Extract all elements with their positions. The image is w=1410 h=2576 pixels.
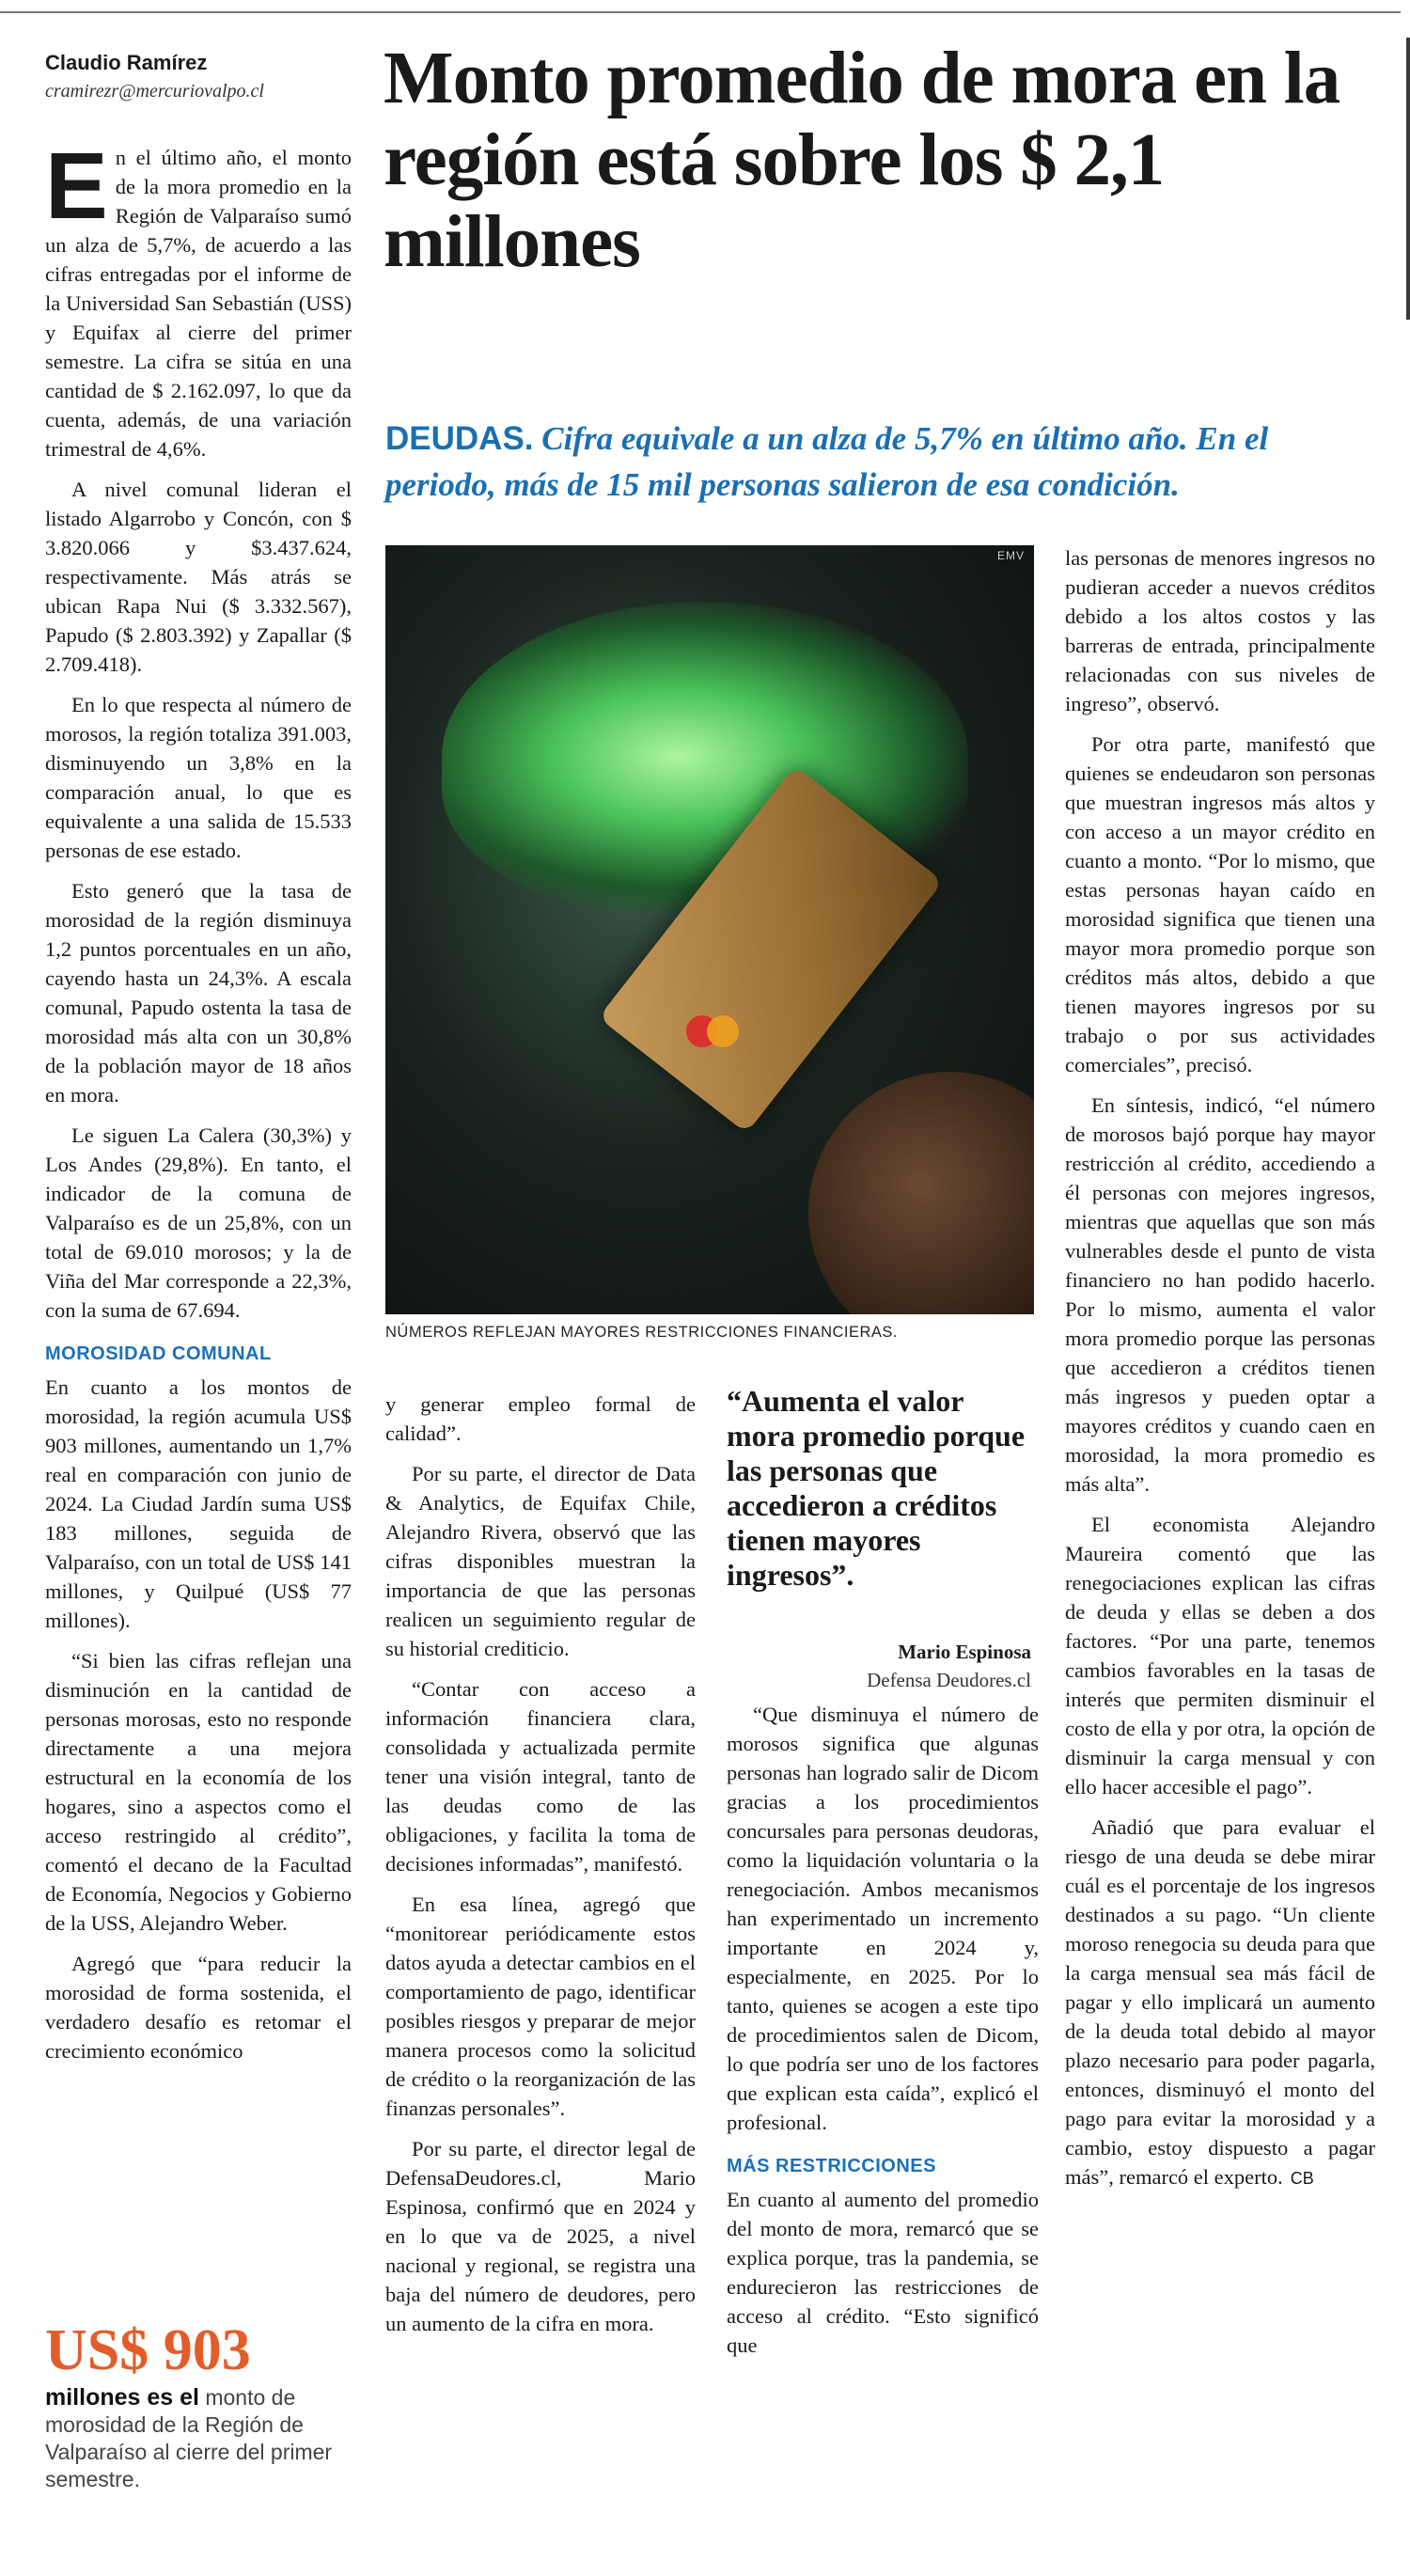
dropcap: E (45, 134, 108, 239)
column-1 (45, 134, 352, 2077)
photo-caption: NÚMEROS REFLEJAN MAYORES RESTRICCIONES FINANCIERAS. (385, 1324, 899, 1341)
paragraph: El economista Alejandro Maureira comentó que las renegociaciones explican las cifras de deuda y ellas se deben a dos factores. “Por una parte, tenemos cambios favorables en la tasas de interés que permiten disminuir el costo de ella y por otra, la opción de disminuir la carga mensual y con ello hacer accesible el pago”. (1065, 1513, 1375, 1798)
paragraph: Agregó que “para reducir la morosidad de forma sostenida, el verdadero desafío es retomar el crecimiento económico (45, 1952, 352, 2063)
author-name: Claudio Ramírez (45, 51, 208, 74)
paragraph: En cuanto al aumento del promedio del monto de mora, remarcó que se explica porque, tras la pandemia, se endurecieron las restricciones de acceso al crédito. “Esto significó que (727, 2188, 1039, 2357)
big-stat (45, 2320, 355, 2493)
hand-image (808, 1072, 1034, 1314)
paragraph: Por su parte, el director de Data & Analytics, de Equifax Chile, Alejandro Rivera, observó que las cifras disponibles muestran la importancia de que las personas realicen un seguimiento regular de su historial crediticio. (385, 1462, 696, 1660)
paragraph (1065, 1813, 1375, 2193)
byline (45, 51, 355, 102)
author-email[interactable]: cramirezr@mercuriovalpo.cl (45, 81, 264, 102)
page-edge-bar (1406, 38, 1410, 320)
paragraph: “Si bien las cifras reflejan una disminución en la cantidad de personas morosas, esto no responde directamente a una mejora estructural en la economía de los hogares, sino a aspectos como el acceso restringido al crédito”, comentó el decano de la Facultad de Economía, Negocios y Gobierno de la USS, Alejandro Weber. (45, 1649, 352, 1935)
paragraph: las personas de menores ingresos no pudieran acceder a nuevos créditos debido a los altos costos y las barreras de entrada, principalmente relacionadas con sus niveles de ingreso”, observó. (1065, 546, 1375, 715)
paragraph: “Contar con acceso a información financiera clara, consolidada y actualizada permite tener una visión integral, tanto de las deudas como de las obligaciones, y facilita la toma de decisiones informadas”, manifestó. (385, 1677, 696, 1876)
big-stat-desc: monto de morosidad de la Región de Valparaíso al cierre del primer semestre. (45, 2385, 333, 2491)
pull-quote-org: Defensa Deudores.cl (867, 1669, 1031, 1691)
paragraph: Por su parte, el director legal de DefensaDeudores.cl, Mario Espinosa, confirmó que en 2024 y en lo que va de 2025, a nivel nacional y regional, se registra una baja del número de deudores, pero un aumento de la cifra en mora. (385, 2137, 696, 2335)
paragraph: En lo que respecta al número de morosos, la región totaliza 391.003, disminuyendo un 3,8% en la comparación anual, lo que es equivalente a una salida de 15.533 personas de ese estado. (45, 693, 352, 862)
big-stat-bold: millones es el (45, 2384, 199, 2411)
paragraph (45, 134, 352, 463)
subhead-morosidad-comunal: MOROSIDAD COMUNAL (45, 1343, 272, 1364)
paragraph: “Que disminuya el número de morosos significa que algunas personas han logrado salir de Dicom gracias a los procedimientos concursales para personas deudoras, como la liquidación voluntaria o la renegociación. Ambos mecanismos han experimentado un incremento importante en 2024 y, especialmente, en 2025. Por lo tanto, quienes se acogen a este tipo de procedimientos salen de Dicom, lo que podría ser uno de los factores que explican esta caída”, explicó el profesional. (727, 1703, 1039, 2134)
column-3 (727, 1700, 1039, 2371)
paragraph-text: Añadió que para evaluar el riesgo de una deuda se debe mirar cuál es el porcentaje de los ingresos destinados a su pago. “Un cliente moroso renegocia su deuda para que la carga mensual sea más fácil de pagar y ello implicará un aumento de la deuda total debido al mayor plazo necesario para poder pagarla, entonces, disminuyó el monto del pago para evitar la morosidad y a cambio, estoy dispuesto a pagar más”, remarcó el experto. (1065, 1815, 1375, 2189)
article-photo (385, 545, 1034, 1314)
paragraph: En síntesis, indicó, “el número de morosos bajó porque hay mayor restricción al crédito, accediendo a él personas con mejores ingresos, mientras que aquellas que son más vulnerables desde el punto de vista financiero no han podido hacerlo. Por lo mismo, aumenta el valor mora promedio porque las personas que accedieron a créditos tienen más ingresos y pueden optar a mayores créditos y cuando caen en morosidad, la mora promedio es más alta”. (1065, 1093, 1375, 1496)
deck-tag: DEUDAS. (385, 420, 534, 457)
big-stat-text (45, 2384, 355, 2493)
deck (385, 416, 1382, 508)
subhead-mas-restricciones: MÁS RESTRICCIONES (727, 2156, 936, 2176)
paragraph: y generar empleo formal de calidad”. (385, 1392, 696, 1445)
pull-quote-attribution (727, 1638, 1031, 1694)
big-stat-number: US$ 903 (45, 2318, 251, 2382)
column-4 (1065, 543, 1375, 2205)
column-2 (385, 1390, 696, 2349)
paragraph-text: n el último año, el monto de la mora promedio en la Región de Valparaíso sumó un alza de 5,7%, de acuerdo a las cifras entregadas por el informe de la Universidad San Sebastián (USS) y Equifax al cierre del primer semestre. La cifra se sitúa en una cantidad de $ 2.162.097, lo que da cuenta, además, de una variación trimestral de 4,6%. (45, 146, 352, 461)
paragraph: Le siguen La Calera (30,3%) y Los Andes (29,8%). En tanto, el indicador de la comuna de Valparaíso es de un 25,8%, con un total de 69.010 morosos; y la de Viña del Mar corresponde a 22,3%, con la suma de 67.694. (45, 1123, 352, 1322)
deck-text: Cifra equivale a un alza de 5,7% en último año. En el periodo, más de 15 mil personas salieron de esa condición. (385, 420, 1269, 503)
paragraph: Por otra parte, manifestó que quienes se endeudaron son personas que muestran ingresos más altos y con acceso a un mayor crédito en cuanto a monto. “Por lo mismo, que estas personas hayan caído en morosidad significa que tienen una mayor mora promedio porque son créditos más altos, debido a que tienen mayores ingresos por su trabajo o por sus actividades comerciales”, precisó. (1065, 732, 1375, 1076)
paragraph: En cuanto a los montos de morosidad, la región acumula US$ 903 millones, aumentando un 1,7% real en comparación con junio de 2024. La Ciudad Jardín suma US$ 183 millones, seguida de Valparaíso, con un total de US$ 141 millones, y Quilpué (US$ 77 millones). (45, 1375, 352, 1632)
paragraph: Esto generó que la tasa de morosidad de la región disminuya 1,2 puntos porcentuales en un año, cayendo hasta un 24,3%. A escala comunal, Papudo ostenta la tasa de morosidad más alta con un 30,8% de la población mayor de 18 años en mora. (45, 879, 352, 1107)
top-rule (0, 11, 1401, 13)
paragraph: A nivel comunal lideran el listado Algarrobo y Concón, con $ 3.820.066 y $3.437.624, respectivamente. Más atrás se ubican Rapa Nui ($ 3.332.567), Papudo ($ 2.803.392) y Zapallar ($ 2.709.418). (45, 478, 352, 676)
pull-quote: “Aumenta el valor mora promedio porque las personas que accedieron a créditos tienen mayores ingresos”. (727, 1384, 1026, 1592)
headline: Monto promedio de mora en la región está sobre los $ 2,1 millones (384, 38, 1340, 283)
photo-credit: EMV (996, 549, 1025, 562)
end-mark-icon: CB (1290, 2169, 1314, 2188)
pull-quote-name: Mario Espinosa (898, 1641, 1031, 1663)
card-logo-orange (707, 1015, 739, 1047)
paragraph: En esa línea, agregó que “monitorear periódicamente estos datos ayuda a detectar cambios en el comportamiento de pago, identificar posibles riesgos y preparar de mejor manera procesos como la solicitud de crédito o la reorganización de las finanzas personales”. (385, 1893, 696, 2120)
